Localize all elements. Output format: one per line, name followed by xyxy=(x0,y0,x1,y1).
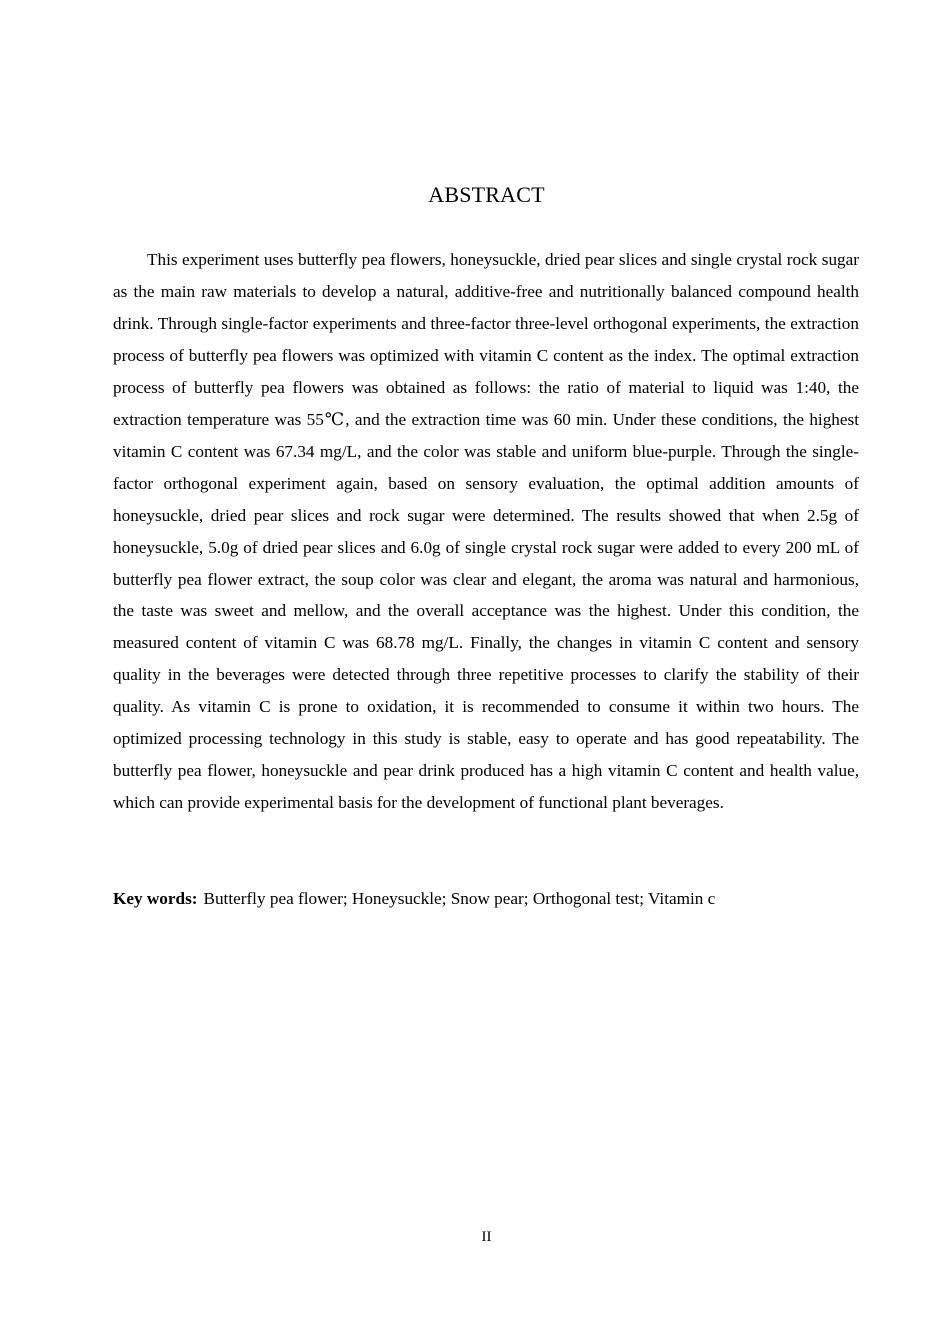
abstract-title: ABSTRACT xyxy=(428,182,545,207)
page-number: II xyxy=(481,1229,492,1245)
abstract-body-paragraph: This experiment uses butterfly pea flowers, honeysuckle, dried pear slices and single crystal rock sugar as the main raw materials to develop a natural, additive-free and nutritionally balanced compound health drink. Through single-factor experiments and three-factor three-level orthogonal experiments, the extraction process of butterfly pea flowers was optimized with vitamin C content as the index. The optimal extraction process of butterfly pea flowers was obtained as follows: the ratio of material to liquid was 1:40, the extraction temperature was 55℃, and the extraction time was 60 min. Under these conditions, the highest vitamin C content was 67.34 mg/L, and the color was stable and uniform blue-purple. Through the single-factor orthogonal experiment again, based on sensory evaluation, the optimal addition amounts of honeysuckle, dried pear slices and rock sugar were determined. The results showed that when 2.5g of honeysuckle, 5.0g of dried pear slices and 6.0g of single crystal rock sugar were added to every 200 mL of butterfly pea flower extract, the soup color was clear and elegant, the aroma was natural and harmonious, the taste was sweet and mellow, and the overall acceptance was the highest. Under this condition, the measured content of vitamin C was 68.78 mg/L. Finally, the changes in vitamin C content and sensory quality in the beverages were detected through three repetitive processes to clarify the stability of their quality. As vitamin C is prone to oxidation, it is recommended to consume it within two hours. The optimized processing technology in this study is stable, easy to operate and has good repeatability. The butterfly pea flower, honeysuckle and pear drink produced has a high vitamin C content and health value, which can provide experimental basis for the development of functional plant beverages. xyxy=(113,250,859,813)
keywords-text: Butterfly pea flower; Honeysuckle; Snow pear; Orthogonal test; Vitamin c xyxy=(203,889,716,908)
keywords-label: Key words: xyxy=(113,889,198,908)
keywords-line xyxy=(113,883,859,915)
